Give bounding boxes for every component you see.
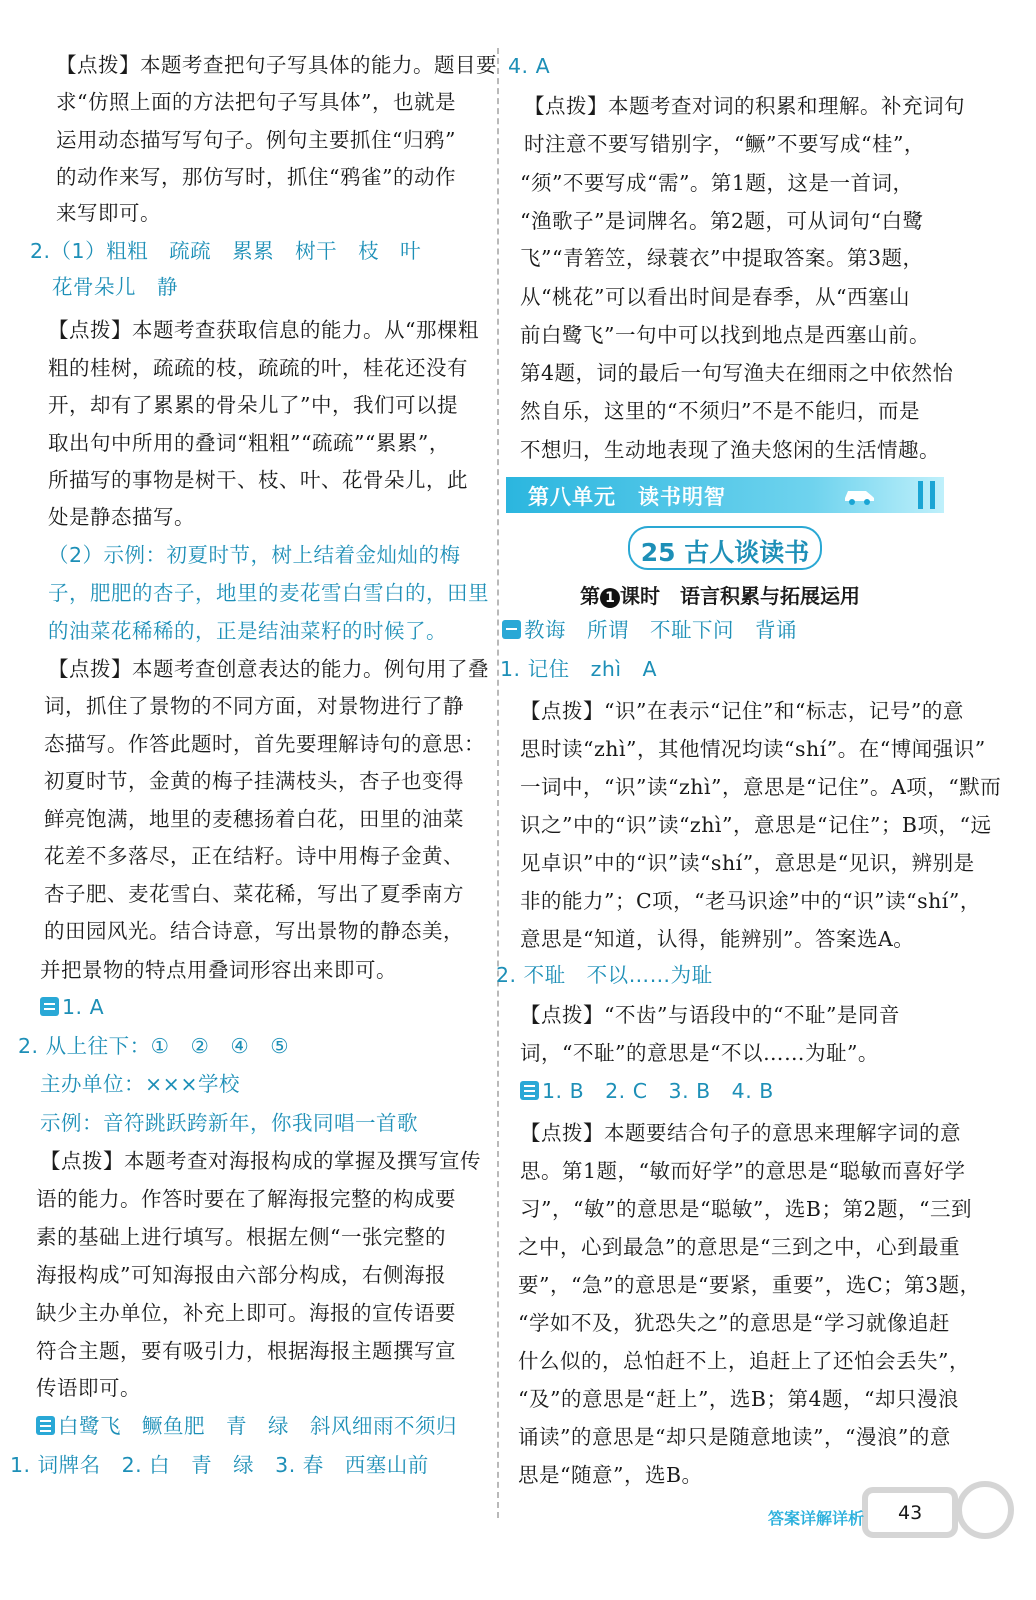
answer-text: 开，却有了累累的骨朵儿了”中，我们可以提 xyxy=(48,393,458,417)
answer-line xyxy=(48,467,468,493)
answer-line xyxy=(52,274,178,300)
answer-line xyxy=(524,131,925,157)
answer-text: 意思是“知道，认得，能辨别”。答案选A。 xyxy=(520,927,915,951)
answer-text: 鲜亮饱满，地里的麦穗扬着白花，田里的油菜 xyxy=(44,807,464,831)
answer-text: 2. 从上往下：① ② ④ ⑤ xyxy=(18,1034,290,1058)
answer-text: “渔歌子”是词牌名。第2题，可从词句“白鹭 xyxy=(520,209,924,233)
answer-text: 缺少主办单位，补充上即可。海报的宣传语要 xyxy=(36,1301,456,1325)
answer-text: 来写即可。 xyxy=(56,201,161,225)
answer-line xyxy=(520,245,923,271)
footer-label: 答案详解详析 xyxy=(768,1509,865,1528)
answer-text: 什么似的，总怕赶不上，追赶上了还怕会丢失”， xyxy=(518,1349,970,1373)
answer-text: 白鹭飞 鳜鱼肥 青 绿 斜风细雨不须归 xyxy=(58,1414,457,1438)
answer-text: 见卓识”中的“识”读“shí”，意思是“见识，辨别是 xyxy=(520,851,975,875)
answer-line xyxy=(56,89,456,115)
answer-line xyxy=(40,1148,481,1174)
answer-text: 粗的桂树，疏疏的枝，疏疏的叶，桂花还没有 xyxy=(48,356,468,380)
answer-line xyxy=(36,1224,446,1250)
answer-line xyxy=(520,284,910,310)
answer-text: 【点拨】本题考查对海报构成的掌握及撰写宣传 xyxy=(40,1149,481,1173)
car-icon xyxy=(842,485,876,505)
answer-line xyxy=(44,768,464,794)
answer-line xyxy=(48,392,458,418)
answer-line xyxy=(500,656,657,682)
answer-line xyxy=(520,736,986,762)
answer-line xyxy=(10,1452,429,1478)
answer-text: 不想归，生动地表现了渔夫悠闲的生活情趣。 xyxy=(520,438,940,462)
answer-line xyxy=(520,1002,900,1028)
answer-text: 【点拨】本题考查获取信息的能力。从“那棵粗 xyxy=(48,318,479,342)
answer-line xyxy=(40,1110,418,1136)
answer-line xyxy=(518,1348,970,1374)
subtitle-text: 课时 语言积累与拓展运用 xyxy=(620,584,860,608)
answer-line xyxy=(520,1196,972,1222)
answer-line xyxy=(48,355,468,381)
answer-text: （2）示例：初夏时节，树上结着金灿灿的梅 xyxy=(48,543,461,567)
answer-text: 的田园风光。结合诗意，写出景物的静态美， xyxy=(44,919,464,943)
answer-line xyxy=(520,1120,961,1146)
answer-line xyxy=(520,850,975,876)
answer-line xyxy=(56,52,497,78)
answer-text: 2. 不耻 不以……为耻 xyxy=(496,963,713,987)
answer-text: 所描写的事物是树干、枝、叶、花骨朵儿，此 xyxy=(48,468,468,492)
answer-line xyxy=(520,926,914,952)
answer-line xyxy=(36,1413,457,1439)
answer-line xyxy=(56,200,161,226)
answer-text: 然自乐，这里的“不须归”不是不能归，而是 xyxy=(520,399,920,423)
answer-text: 【点拨】本题考查创意表达的能力。例句用了叠 xyxy=(48,657,489,681)
answer-text: “及”的意思是“赶上”，选B；第4题，“却只漫浪 xyxy=(518,1387,960,1411)
unit-title: 第八单元 读书明智 xyxy=(528,485,726,509)
answer-text: 【点拨】“识”在表示“记住”和“标志，记号”的意 xyxy=(520,699,964,723)
answer-text: 【点拨】本题要结合句子的意思来理解字词的意 xyxy=(520,1121,961,1145)
answer-line xyxy=(36,1338,456,1364)
answer-text: 习”，“敏”的意思是“聪敏”，选B；第2题，“三到 xyxy=(520,1197,972,1221)
answer-line xyxy=(44,918,464,944)
answer-text: 运用动态描写写句子。例句主要抓住“归鸦” xyxy=(56,128,456,152)
answer-text: 示例：音符跳跃跨新年，你我同唱一首歌 xyxy=(40,1111,418,1135)
section-marker-icon xyxy=(36,1416,55,1435)
answer-text: “学如不及，犹恐失之”的意思是“学习就像追赶 xyxy=(518,1311,950,1335)
answer-text: 识之”中的“识”读“zhì”，意思是“记住”；B项，“远 xyxy=(520,813,992,837)
answer-line xyxy=(520,1078,774,1104)
answer-line xyxy=(48,542,461,568)
answer-text: 4. A xyxy=(508,54,551,78)
answer-line xyxy=(36,1262,446,1288)
answer-text: 1. 记住 zhì A xyxy=(500,657,658,681)
answer-line xyxy=(520,698,964,724)
answer-text: 之中，心到最急”的意思是“三到之中，心到最重 xyxy=(518,1235,960,1259)
answer-line xyxy=(520,812,991,838)
answer-text: 花骨朵儿 静 xyxy=(52,275,178,299)
answer-line xyxy=(502,617,797,643)
answer-line xyxy=(48,656,489,682)
answer-text: 并把景物的特点用叠词形容出来即可。 xyxy=(40,958,397,982)
answer-text: 1. B 2. C 3. B 4. B xyxy=(542,1079,774,1103)
answer-text: 初夏时节，金黄的梅子挂满枝头，杏子也变得 xyxy=(44,769,464,793)
answer-line xyxy=(518,1386,959,1412)
answer-text: 符合主题，要有吸引力，根据海报主题撰写宣 xyxy=(36,1339,456,1363)
answer-text: 非的能力”；C项，“老马识途”中的“识”读“shí”， xyxy=(520,889,981,913)
answer-text: 一词中，“识”读“zhì”，意思是“记住”。A项，“默而 xyxy=(520,775,1002,799)
answer-line xyxy=(40,994,104,1020)
answer-text: 从“桃花”可以看出时间是春季，从“西塞山 xyxy=(520,285,910,309)
answer-line xyxy=(496,962,713,988)
answer-text: 传语即可。 xyxy=(36,1376,141,1400)
answer-text: 第4题，词的最后一句写渔夫在细雨之中依然怡 xyxy=(520,361,954,385)
answer-text: 主办单位：×××学校 xyxy=(40,1072,241,1096)
answer-line xyxy=(30,238,421,264)
answer-line xyxy=(48,580,489,606)
answer-text: “须”不要写成“需”。第1题，这是一首词， xyxy=(520,171,914,195)
answer-text: 杏子肥、麦花雪白、菜花稀，写出了夏季南方 xyxy=(44,882,464,906)
answer-text: 词，抓住了景物的不同方面，对景物进行了静 xyxy=(44,694,464,718)
answer-text: 1. 词牌名 2. 白 青 绿 3. 春 西塞山前 xyxy=(10,1453,429,1477)
answer-line xyxy=(48,618,447,644)
answer-text: 思。第1题，“敏而好学”的意思是“聪敏而喜好学 xyxy=(520,1159,966,1183)
page-number: 43 xyxy=(898,1502,923,1524)
answer-text: 诵读”的意思是“却只是随意地读”，“漫浪”的意 xyxy=(518,1425,951,1449)
answer-line xyxy=(40,1071,240,1097)
answer-text: 【点拨】本题考查对词的积累和理解。补充词句 xyxy=(524,94,965,118)
answer-text: 海报构成”可知海报由六部分构成，右侧海报 xyxy=(36,1263,446,1287)
answer-text: 素的基础上进行填写。根据左侧“一张完整的 xyxy=(36,1225,446,1249)
answer-line xyxy=(44,731,485,757)
lesson-title: 25 古人谈读书 xyxy=(640,538,810,567)
section-subtitle xyxy=(580,580,860,609)
answer-text: 求“仿照上面的方法把句子写具体”，也就是 xyxy=(56,90,456,114)
answer-line xyxy=(518,1424,951,1450)
answer-line xyxy=(518,1272,981,1298)
answer-text: 教诲 所谓 不耻下问 背诵 xyxy=(524,618,797,642)
answer-line xyxy=(520,322,930,348)
answer-text: 要”，“急”的意思是“要紧，重要”，选C；第3题， xyxy=(518,1273,981,1297)
answer-line xyxy=(56,164,456,190)
answer-text: 飞”“青箬笠，绿蓑衣”中提取答案。第3题， xyxy=(520,246,924,270)
answer-line xyxy=(518,1462,703,1488)
answer-text: 1. A xyxy=(62,995,105,1019)
answer-line xyxy=(520,888,981,914)
answer-text: 子，肥肥的杏子，地里的麦花雪白雪白的，田里 xyxy=(48,581,489,605)
answer-line xyxy=(508,53,550,79)
answer-line xyxy=(520,398,920,424)
answer-text: 【点拨】本题考查把句子写具体的能力。题目要 xyxy=(56,53,497,77)
section-marker-icon xyxy=(520,1081,539,1100)
answer-line xyxy=(36,1300,456,1326)
answer-line xyxy=(44,843,464,869)
answer-text: 语的能力。作答时要在了解海报完整的构成要 xyxy=(36,1187,456,1211)
answer-text: 思时读“zhì”，其他情况均读“shí”。在“博闻强识” xyxy=(520,737,986,761)
answer-line xyxy=(36,1186,456,1212)
answer-text: 态描写。作答此题时，首先要理解诗句的意思： xyxy=(44,732,485,756)
answer-text: 的油菜花稀稀的，正是结油菜籽的时候了。 xyxy=(48,619,447,643)
lesson-title-box xyxy=(628,526,822,570)
answer-text: 2.（1）粗粗 疏疏 累累 树干 枝 叶 xyxy=(30,239,422,263)
answer-line xyxy=(18,1033,289,1059)
answer-line xyxy=(520,1040,879,1066)
answer-line xyxy=(518,1310,950,1336)
column-divider xyxy=(497,48,499,1518)
answer-line xyxy=(44,881,464,907)
subtitle-prefix: 第 xyxy=(580,584,600,608)
watermark-logo xyxy=(845,1470,1025,1590)
answer-line xyxy=(44,693,464,719)
answer-line xyxy=(56,127,456,153)
banner-stripe xyxy=(930,481,935,509)
answer-line xyxy=(518,1234,960,1260)
answer-line xyxy=(520,360,954,386)
number-dot: 1 xyxy=(600,588,620,608)
answer-text: 花差不多落尽，正在结籽。诗中用梅子金黄、 xyxy=(44,844,464,868)
section-marker-icon xyxy=(502,620,521,639)
answer-line xyxy=(520,774,1001,800)
answer-text: 前白鹭飞”一句中可以找到地点是西塞山前。 xyxy=(520,323,930,347)
answer-line xyxy=(36,1375,141,1401)
answer-line xyxy=(520,437,940,463)
answer-text: 词，“不耻”的意思是“不以……为耻”。 xyxy=(520,1041,879,1065)
answer-text: 思是“随意”，选B。 xyxy=(518,1463,703,1487)
answer-line xyxy=(520,208,923,234)
unit-banner xyxy=(506,477,944,513)
answer-text: 时注意不要写错别字，“鳜”不要写成“桂”， xyxy=(524,132,925,156)
section-marker-icon xyxy=(40,997,59,1016)
answer-line xyxy=(48,504,195,530)
answer-line xyxy=(520,170,913,196)
answer-line xyxy=(520,1158,965,1184)
answer-text: 的动作来写，那仿写时，抓住“鸦雀”的动作 xyxy=(56,165,456,189)
answer-text: 【点拨】“不齿”与语段中的“不耻”是同音 xyxy=(520,1003,900,1027)
answer-line xyxy=(524,93,965,119)
answer-text: 取出句中所用的叠词“粗粗”“疏疏”“累累”， xyxy=(48,431,450,455)
answer-text: 处是静态描写。 xyxy=(48,505,195,529)
answer-line xyxy=(40,957,397,983)
answer-line xyxy=(44,806,464,832)
answer-line xyxy=(48,317,479,343)
banner-stripe xyxy=(918,481,923,509)
answer-line xyxy=(48,430,450,456)
